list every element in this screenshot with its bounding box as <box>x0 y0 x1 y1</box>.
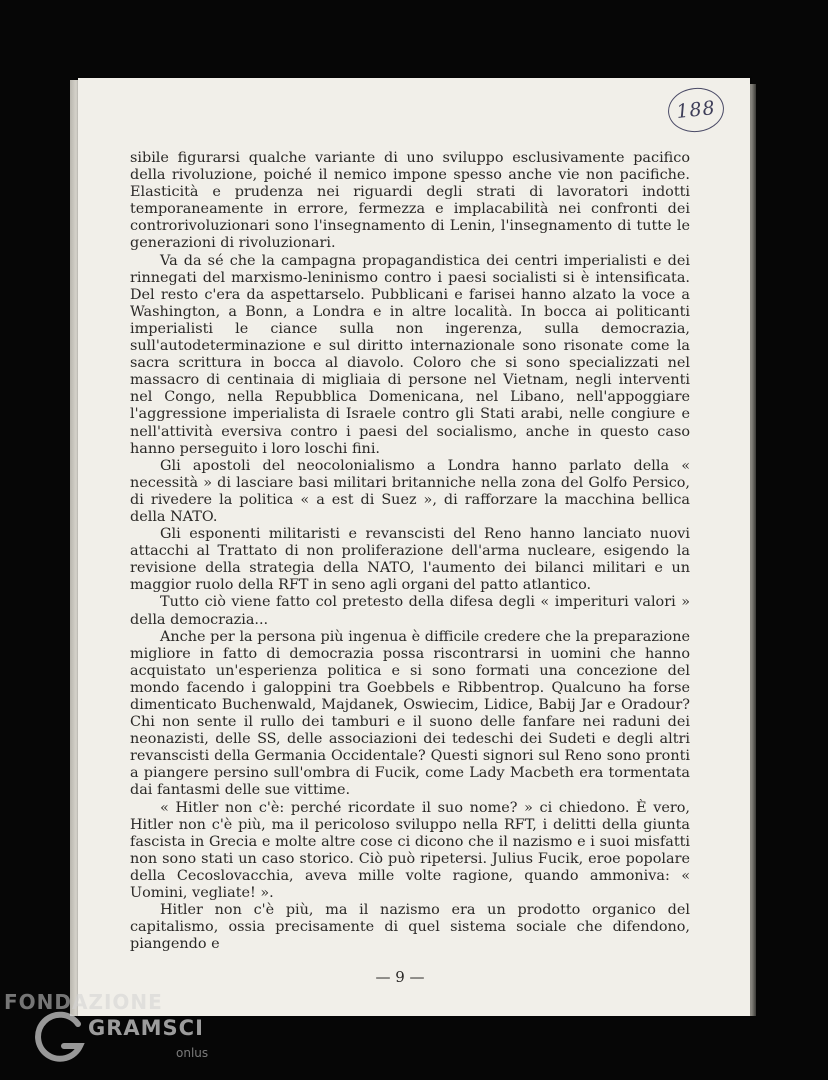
paragraph: Tutto ciò viene fatto col pretesto della difesa degli « imperituri valori » della democrazia... <box>130 594 690 628</box>
paragraph: sibile figurarsi qualche variante di uno sviluppo esclusivamente pacifico della rivoluzione, poiché il nemico impone spesso anche vie non pacifiche. Elasticità e prudenza nei riguardi degli strati di lavoratori indotti temporaneamente in errore, fermezza e implacabilità nei confronti dei controrivoluzionari sono l'insegnamento di Lenin, l'insegnamento di tutte le generazioni di rivoluzionari. <box>130 150 690 252</box>
paragraph: Va da sé che la campagna propagandistica dei centri imperialisti e dei rinnegati del marxismo-leninismo contro i paesi socialisti si è intensificata. Del resto c'era da aspettarselo. Pubblicani e farisei hanno alzato la voce a Washington, a Bonn, a Londra e in altre località. In bocca ai politicanti imperialisti le ciance sulla non ingerenza, sulla democrazia, sull'autodeterminazione e sul diritto internazionale sono risonate come la sacra scrittura in bocca al diavolo. Coloro che si sono specializzati nel massacro di centinaia di migliaia di persone nel Vietnam, negli interventi nel Congo, nella Repubblica Domenicana, nel Libano, nell'appoggiare l'aggressione imperialista di Israele contro gli Stati arabi, nelle congiure e nell'attività eversiva contro i paesi del socialismo, anche in questo caso hanno perseguito i loro loschi fini. <box>130 252 690 457</box>
watermark-line-2: GRAMSCI <box>88 1016 204 1040</box>
page-number: — 9 — <box>375 968 425 986</box>
paragraph: Hitler non c'è più, ma il nazismo era un prodotto organico del capitalismo, ossia precisamente di quel sistema sociale che difendono, piangendo e <box>130 902 690 953</box>
paragraph: Gli apostoli del neocolonialismo a Londra hanno parlato della « necessità » di lasciare basi militari britanniche nella zona del Golfo Persico, di rivedere la politica « a est di Suez », di rafforzare la macchina bellica della NATO. <box>130 457 690 525</box>
gramsci-logo-icon <box>34 1010 90 1066</box>
archive-number: 188 <box>675 97 717 123</box>
watermark-line-1: FONDAZIONE <box>4 990 163 1014</box>
watermark-onlus: onlus <box>176 1046 209 1060</box>
paragraph: « Hitler non c'è: perché ricordate il suo nome? » ci chiedono. È vero, Hitler non c'è più, ma il pericoloso sviluppo nella RFT, i delitti della giunta fascista in Grecia e molte altre cose ci dicono che il nazismo e i suoi misfatti non sono stati un caso storico. Ciò può ripetersi. Julius Fucik, eroe popolare della Cecoslovacchia, aveva mille volte ragione, quando ammoniva: « Uomini, vegliate! ». <box>130 799 690 902</box>
faint-pencil-mark <box>100 100 160 130</box>
paragraph: Anche per la persona più ingenua è difficile credere che la preparazione migliore in fatto di democrazia possa riscontrarsi in uomini che hanno acquistato un'esperienza politica e si sono formati una concezione del mondo facendo i galoppini tra Goebbels e Ribbentrop. Qualcuno ha forse dimenticato Buchenwald, Majdanek, Oswiecim, Lidice, Babij Jar e Oradour? Chi non sente il rullo dei tamburi e il suono delle fanfare nei raduni dei neonazisti, delle SS, delle associazioni dei tedeschi dei Sudeti e degli altri revanscisti della Germania Occidentale? Questi signori sul Reno sono pronti a piangere persino sull'ombra di Fucik, come Lady Macbeth era tormentata dai fantasmi delle sue vittime. <box>130 628 690 799</box>
fondazione-gramsci-watermark <box>0 986 260 1080</box>
document-body <box>130 150 690 953</box>
paragraph: Gli esponenti militaristi e revanscisti del Reno hanno lanciato nuovi attacchi al Trattato di non proliferazione dell'arma nucleare, esigendo la revisione della strategia della NATO, l'aumento dei bilanci militari e un maggior ruolo della RFT in seno agli organi del patto atlantico. <box>130 526 690 594</box>
